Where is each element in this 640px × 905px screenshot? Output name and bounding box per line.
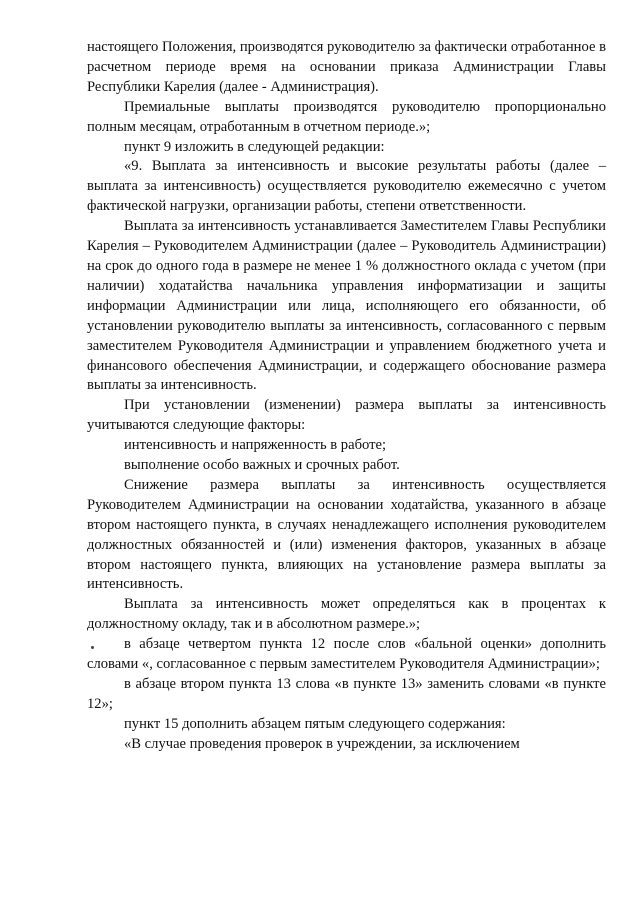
- document-page: [87, 38, 606, 755]
- paragraph-1: настоящего Положения, производятся руководителю за фактически отработанное в расчетном периоде время на основании приказа Администрации Главы Республики Карелия (далее - Администрация).: [87, 39, 606, 95]
- paragraph-2: Премиальные выплаты производятся руководителю пропорционально полным месяцам, отработанным в отчетном периоде.»;: [87, 98, 606, 135]
- scan-speck: [91, 646, 94, 649]
- paragraph-12: в абзаце втором пункта 13 слова «в пункте 13» заменить словами «в пункте 12»;: [87, 676, 606, 712]
- paragraph-9: Снижение размера выплаты за интенсивность осуществляется Руководителем Администрации на основании ходатайства, указанного в абзаце втором настоящего пункта, в случаях ненадлежащего исполнения руководителем должностных обязанностей и (или) изменения факторов, указанных в абзаце втором настоящего пункта, влияющих на установление размера выплаты за интенсивность.: [87, 476, 606, 593]
- paragraph-10: Выплата за интенсивность может определяться как в процентах к должностному окладу, так и в абсолютном размере.»;: [87, 596, 606, 633]
- paragraph-11: в абзаце четвертом пункта 12 после слов «бальной оценки» дополнить словами «, согласованное с первым заместителем Руководителя Администрации»;: [87, 636, 606, 673]
- paragraph-5: Выплата за интенсивность устанавливается Заместителем Главы Республики Карелия – Руководителем Администрации (далее – Руководитель Администрации) на срок до одного года в размере не менее 1 % должностного оклада с учетом (при наличии) ходатайства начальника управления информатизации и защиты информации Администрации или лица, исполняющего его обязанности, об установлении руководителю выплаты за интенсивность, согласованного с первым заместителем Руководителя Администрации и управлением бюджетного учета и финансового обеспечения Администрации, и содержащего обоснование размера выплаты за интенсивность.: [87, 218, 606, 394]
- paragraph-3: пункт 9 изложить в следующей редакции:: [124, 138, 385, 155]
- paragraph-7: интенсивность и напряженность в работе;: [124, 437, 387, 454]
- paragraph-4: «9. Выплата за интенсивность и высокие результаты работы (далее – выплата за интенсивность) осуществляется руководителю ежемесячно с учетом фактической нагрузки, организации работы, степени ответственности.: [87, 158, 606, 215]
- paragraph-13: пункт 15 дополнить абзацем пятым следующего содержания:: [124, 715, 506, 732]
- paragraph-14: «В случае проведения проверок в учреждении, за исключением: [124, 735, 520, 752]
- paragraph-6: При установлении (изменении) размера выплаты за интенсивность учитываются следующие факторы:: [87, 397, 606, 434]
- paragraph-8: выполнение особо важных и срочных работ.: [124, 457, 400, 474]
